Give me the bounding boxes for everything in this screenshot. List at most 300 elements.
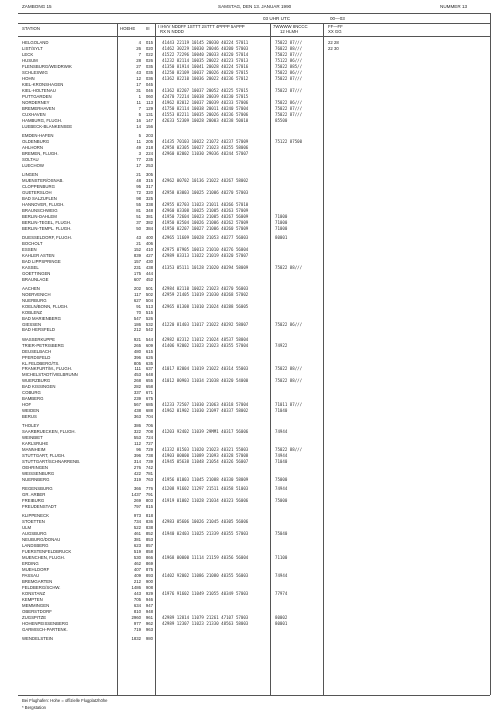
station-height: 112 (134, 441, 141, 447)
col-station: STATION (22, 26, 40, 31)
observation-groups: 42960 03308 10025 21005 40263 57009 (162, 207, 249, 213)
station-name: KONSTANZ (22, 591, 46, 596)
station-id: 060 (145, 93, 153, 99)
station-id: 900 (145, 579, 153, 584)
station-name: DEUSELBACH (22, 348, 52, 354)
weather-groups: 75000 (275, 477, 288, 483)
station-name: NUERNBERG (22, 477, 50, 483)
weather-groups: 75022 86/// (275, 99, 303, 105)
station-name: AACHEN (22, 285, 40, 291)
station-id: 035 (145, 69, 153, 75)
observation-groups: 41968 00000 11114 21159 40356 56004 (162, 555, 249, 561)
observation-groups: 42958 02305 10027 21023 40255 58006 (162, 144, 249, 150)
weather-groups: 75022 87/// (275, 40, 303, 45)
station-height: 519 (133, 549, 141, 555)
station-id: 235 (145, 156, 153, 162)
weather-groups: 75122 86/// (275, 57, 303, 63)
observation-groups: 41362 82207 10037 20052 40225 57015 (162, 87, 249, 93)
station-id: 253 (145, 162, 153, 168)
weather-groups: 75022 88/// (275, 378, 303, 384)
station-id: 836 (145, 519, 153, 525)
station-height: 623 (133, 543, 141, 549)
station-id: 129 (145, 105, 153, 111)
observation-groups: 41940 02403 11025 21339 40355 57003 (162, 531, 249, 537)
station-id: 384 (145, 225, 153, 231)
observation-groups: 41962 82012 10037 20039 40233 57006 (162, 99, 249, 105)
station-height: 438 (133, 408, 141, 414)
station-id: 438 (145, 264, 153, 270)
station-id: 739 (145, 459, 153, 465)
station-name: KOELN/BONN, FLUGH. (22, 303, 69, 309)
station-name: SAARBRUECKEN, FLUGH. (22, 429, 76, 435)
station-height: 705 (133, 596, 141, 602)
station-height: 28 (136, 57, 141, 63)
station-name: OBERSTDORF (22, 608, 52, 614)
observation-groups: 41950 02207 10027 21006 40260 57009 (162, 225, 249, 231)
station-id: 946 (145, 596, 153, 602)
station-name: FELDBERG/SCHW. (22, 585, 61, 590)
station-id: 430 (145, 258, 153, 264)
weather-groups: 75022 86/// (275, 321, 303, 327)
station-height: 96 (136, 447, 141, 453)
observation-groups: 42960 02002 11030 29036 40244 57007 (162, 150, 249, 156)
station-id: 502 (145, 291, 153, 297)
observation-groups: 41443 22119 10145 20030 40224 57011 (162, 40, 249, 45)
station-name: NEUBURG/DONAU (22, 537, 61, 543)
station-id: 427 (145, 252, 153, 258)
station-height: 553 (133, 435, 141, 441)
weather-groups: 75022 88/// (275, 447, 303, 453)
station-name: HAMBURG, FLUGH. (22, 117, 63, 123)
station-id: 962 (145, 620, 153, 626)
station-height: 407 (133, 567, 141, 573)
station-name: BAD KISSINGEN (22, 384, 56, 390)
station-id: 382 (145, 219, 153, 225)
station-height: 43 (136, 69, 141, 75)
weather-groups: 71040 (275, 459, 288, 465)
station-id: 338 (145, 201, 153, 207)
station-name: ULM (22, 525, 32, 531)
station-id: 515 (145, 309, 153, 315)
station-height: 396 (133, 453, 141, 459)
station-id: 858 (145, 549, 153, 555)
observation-groups: 41350 81914 10041 20028 40224 57016 (162, 63, 249, 69)
station-height: 268 (133, 378, 141, 384)
station-height: 111 (134, 366, 141, 372)
station-height: 49 (136, 144, 141, 150)
station-id: 305 (145, 171, 153, 177)
observation-groups: 41462 30229 10030 20046 40200 57003 (162, 46, 249, 51)
weather-groups: 75022 87/// (275, 111, 303, 117)
station-name: LINGEN (22, 171, 38, 177)
weather-groups: 71000 (275, 225, 288, 231)
observation-groups: 41553 82211 10035 20026 40236 57006 (162, 111, 249, 117)
weather-groups: 75022 87/// (275, 87, 303, 93)
station-height: 175 (133, 270, 141, 276)
observation-groups: 42633 52309 10028 20003 40238 50010 (162, 117, 249, 123)
observation-groups: 41950 02504 10026 21006 40262 57009 (162, 219, 249, 225)
station-height: 16 (136, 117, 141, 123)
station-id: 791 (145, 492, 153, 498)
station-name: STUTTGART/SCHNARRENB. (22, 459, 81, 465)
station-id: 857 (145, 543, 153, 549)
column-header-top-rule (18, 23, 490, 24)
observation-groups: 42989 12814 11079 21261 47107 57003 (162, 614, 249, 620)
station-name: WEINBIET (22, 435, 43, 441)
station-name: DUESSELDORF, FLUGH. (22, 234, 72, 240)
station-name: NUERBURG (22, 297, 47, 303)
station-height: 607 (133, 276, 141, 282)
station-id: 020 (145, 46, 153, 51)
station-height: 363 (133, 414, 141, 420)
station-id: 348 (145, 207, 153, 213)
station-name: ZUGSPITZE (22, 614, 47, 620)
station-name: BREMGARTEN (22, 579, 53, 584)
station-name: STOETTEN (22, 519, 45, 525)
table-row (0, 226, 504, 232)
station-id: 708 (145, 429, 153, 435)
station-name: ERDING (22, 561, 39, 567)
station-id: 532 (145, 321, 153, 327)
station-height: 11 (136, 138, 141, 144)
station-id: 147 (145, 117, 153, 123)
station-height: 7 (138, 51, 141, 57)
observation-groups: 41402 92002 11086 21080 40355 56003 (162, 573, 249, 579)
weather-groups: 75022 88/// (275, 264, 303, 270)
station-name: LIST/SYLT (22, 46, 43, 51)
station-height: 27 (136, 63, 141, 69)
weather-groups: 77974 (275, 591, 288, 596)
station-name: HUSUM (22, 57, 38, 63)
station-id: 893 (145, 573, 153, 579)
table-row (0, 636, 504, 642)
station-height: 381 (133, 537, 141, 543)
station-height: 81 (136, 207, 141, 213)
footnote-airport: Bei Flughafen: Hohe = offizielle Flugplatzhöhe (22, 698, 108, 703)
weather-groups: 74944 (275, 486, 288, 492)
weather-groups: 75022 87/// (275, 51, 303, 57)
station-name: KOBLENZ (22, 309, 43, 315)
station-id: 742 (145, 465, 153, 471)
station-height: 77 (136, 156, 141, 162)
station-height: 5 (138, 132, 141, 138)
observation-groups: 42975 07905 10013 21010 40276 56004 (162, 246, 249, 252)
station-name: KLIPPENECK (22, 513, 49, 519)
weather-groups: 75040 (275, 531, 288, 537)
station-id: 961 (145, 614, 153, 620)
station-name: GOETTINGEN (22, 270, 51, 276)
station-name: BRAUNSCHWEIG (22, 207, 58, 213)
observation-groups: 41435 70103 10022 21072 40237 57009 (162, 138, 249, 144)
station-id: 947 (145, 602, 153, 608)
station-id: 526 (145, 315, 153, 321)
observation-groups: 41233 72507 11030 21063 40318 57004 (162, 402, 249, 408)
station-id: 963 (145, 626, 153, 632)
col-hoehe: HOEHE (120, 26, 136, 31)
station-height: 1832 (131, 636, 141, 641)
station-name: BAMBERG (22, 396, 44, 402)
station-name: FLENSBURG/WEIDRWIK (22, 63, 72, 69)
weather-groups: 74922 (275, 342, 288, 348)
station-height: 5 (138, 111, 141, 117)
station-name: AHLHORN (22, 144, 44, 150)
station-height: 50 (136, 225, 141, 231)
station-height: 98 (136, 195, 141, 201)
station-id: 803 (145, 498, 153, 504)
station-id: 852 (145, 531, 153, 537)
observation-groups: 41208 91602 11297 21511 40358 51003 (162, 486, 249, 492)
station-height: 21 (136, 171, 141, 177)
station-id: 763 (145, 477, 153, 483)
station-id: 948 (145, 608, 153, 614)
station-id: 706 (145, 423, 153, 429)
station-name: HOHENPEISSENBERG (22, 620, 69, 626)
station-name: SOLTAU (22, 156, 39, 162)
station-id: 205 (145, 138, 153, 144)
time-range: 00—03 (330, 16, 345, 21)
station-name: GUETERSLOH (22, 189, 52, 195)
observation-groups: 42470 72214 10038 20039 40230 57015 (162, 93, 249, 99)
station-name: HANNOVER, FLUGH. (22, 201, 65, 207)
station-height: 72 (136, 189, 141, 195)
station-name: WUERZBURG (22, 378, 51, 384)
weather-groups: 75022 87/// (275, 75, 303, 81)
station-id: 776 (145, 486, 153, 492)
weather-groups: 80002 (275, 614, 288, 620)
weather-groups: 75022 885// (275, 63, 303, 69)
station-name: NORDERNEY (22, 99, 50, 105)
station-id: 815 (145, 504, 153, 510)
station-name: KASSEL (22, 264, 39, 270)
table-row (0, 504, 504, 510)
station-height: 269 (133, 498, 141, 504)
station-height: 12 (136, 75, 141, 81)
station-id: 781 (145, 471, 153, 477)
station-height: 322 (133, 429, 141, 435)
station-id: 675 (145, 396, 153, 402)
station-name: KIEL-KRONSHAGEN (22, 81, 64, 87)
col-ff-1: FF—FF (328, 24, 343, 29)
observation-groups: 42955 02703 11023 21011 40266 57010 (162, 201, 249, 207)
station-height: 921 (133, 336, 141, 342)
observation-groups: 42962 00702 10136 21022 40267 58002 (162, 177, 249, 183)
station-name: THOLEY (22, 423, 40, 429)
header-rule (18, 13, 490, 14)
weather-groups: 71000 (275, 213, 288, 219)
station-name: FREUDENSTADT (22, 504, 57, 510)
station-name: BERUS (22, 414, 37, 420)
station-height: 319 (133, 477, 141, 483)
table-row (0, 414, 504, 420)
station-id: 609 (145, 342, 153, 348)
col-ii: III (146, 26, 150, 31)
station-name: BERLIN-TEGEL, FLUGH. (22, 219, 72, 225)
station-id: 869 (145, 561, 153, 567)
station-id: 015 (145, 40, 153, 45)
weather-groups: 74944 (275, 453, 288, 459)
wind-groups: 22 28 (328, 40, 339, 45)
table-row (0, 627, 504, 633)
observation-groups: 41956 01003 11045 21088 40330 58009 (162, 477, 249, 483)
station-name: ESSEN (22, 246, 37, 252)
station-id: 131 (145, 111, 153, 117)
station-id: 501 (145, 285, 153, 291)
station-height: 51 (136, 213, 141, 219)
station-id: 224 (145, 150, 153, 156)
station-height: 973 (133, 513, 141, 519)
station-name: BERLIN-DAHLEM (22, 213, 57, 219)
station-height: 265 (133, 342, 141, 348)
station-name: MUENSTER/OSNAB. (22, 177, 64, 183)
station-name: HOHN (22, 75, 35, 81)
station-height: 48 (136, 177, 141, 183)
document-id: ZAMBONG 15 (22, 4, 52, 9)
station-name: EMDEN-HAFEN (22, 132, 54, 138)
station-name: KARLSRUHE (22, 441, 49, 447)
station-id: 704 (145, 414, 153, 420)
observation-groups: 42982 02312 11012 21024 48537 58004 (162, 336, 249, 342)
station-name: TRIER-PETRISBERG (22, 342, 65, 348)
footnote-mountain: * Bergstation (22, 705, 46, 710)
column-header-bottom-rule (18, 36, 490, 37)
station-name: OEHRINGEN (22, 465, 49, 471)
station-height: 21 (136, 240, 141, 246)
station-name: KL.FELDBERG/TS. (22, 360, 60, 366)
station-name: BAD LIPPSPRINGE (22, 258, 61, 264)
observation-groups: 42959 21405 11019 21030 40268 57002 (162, 291, 249, 297)
station-id: 615 (145, 348, 153, 354)
station-height: 547 (133, 315, 141, 321)
station-height: 839 (133, 252, 141, 258)
weather-groups: 71040 (275, 408, 288, 414)
station-height: 627 (133, 297, 141, 303)
station-id: 671 (145, 390, 153, 396)
observation-groups: 42965 01308 11010 21024 40288 56005 (162, 303, 249, 309)
station-id: 452 (145, 276, 153, 282)
station-name: BREMEN, FLUGH. (22, 150, 59, 156)
station-height: 634 (133, 602, 141, 608)
observation-groups: 41962 01902 11030 21097 40337 58002 (162, 408, 249, 414)
station-id: 853 (145, 537, 153, 543)
station-id: 875 (145, 567, 153, 573)
station-id: 203 (145, 132, 153, 138)
station-height: 117 (134, 291, 141, 297)
station-id: 156 (145, 123, 153, 129)
observation-groups: 42984 02110 10022 21023 40270 56003 (162, 285, 249, 291)
station-id: 866 (145, 555, 153, 561)
station-name: COBURG (22, 390, 41, 396)
observation-groups: 42989 03313 11022 21019 40320 57007 (162, 252, 249, 258)
station-name: BAD HERSFELD (22, 327, 55, 333)
station-height: 3 (138, 150, 141, 156)
weather-groups: 75000 (275, 498, 288, 504)
station-name: PUTTGARDEN (22, 93, 52, 99)
observation-groups: 41919 01002 11028 21034 40323 56006 (162, 498, 249, 504)
col-obs-1: I IHVV NDDFF 1STTT 2STTT 4PPPP 5APPP (158, 24, 245, 29)
observation-groups: 41976 91602 11049 21055 40349 57003 (162, 591, 249, 596)
station-height: 977 (133, 620, 141, 626)
station-id: 544 (145, 336, 153, 342)
station-height: 152 (133, 246, 141, 252)
observation-groups: 41250 82109 10037 20026 40220 57015 (162, 69, 249, 75)
weather-groups: 71100 (275, 555, 288, 561)
station-id: 688 (145, 408, 153, 414)
station-id: 315 (145, 177, 153, 183)
col-tw-2: 12 HLMH (280, 29, 299, 34)
station-height: 282 (133, 384, 141, 390)
station-id: 400 (145, 234, 153, 240)
station-name: BERLIN-TEMPL. FLUGH. (22, 225, 72, 231)
station-name: MEMMINGEN (22, 602, 50, 608)
station-height: 2960 (131, 614, 141, 620)
station-name: PFERDSFELD (22, 354, 51, 360)
station-id: 542 (145, 327, 153, 333)
station-height: 443 (133, 591, 141, 596)
station-name: BREMERHAVEN (22, 105, 55, 111)
station-id: 818 (145, 513, 153, 519)
station-height: 409 (133, 573, 141, 579)
station-height: 810 (133, 608, 141, 614)
station-name: WEISSENBURG (22, 471, 55, 477)
station-height: 462 (133, 561, 141, 567)
station-height: 453 (133, 372, 141, 378)
station-height: 17 (136, 81, 141, 87)
station-height: 157 (133, 258, 141, 264)
observation-groups: 41362 82210 10036 20022 40236 57012 (162, 75, 249, 81)
station-id: 022 (145, 51, 153, 57)
observation-groups: 41945 05638 11048 21054 40326 56007 (162, 459, 249, 465)
station-id: 513 (145, 303, 153, 309)
station-id: 908 (145, 585, 153, 590)
weather-groups: 76022 88/// (275, 46, 303, 51)
report-number: NUMMER 13 (440, 4, 468, 9)
station-id: 658 (145, 384, 153, 390)
station-id: 317 (145, 183, 153, 189)
station-id: 724 (145, 435, 153, 441)
station-name: LUECHOW (22, 162, 44, 168)
weather-groups: 74944 (275, 573, 288, 579)
station-height: 1 (138, 93, 141, 99)
observation-groups: 41232 82114 10035 20022 40223 57013 (162, 57, 249, 63)
station-height: 797 (133, 504, 141, 510)
station-id: 218 (145, 144, 153, 150)
observation-time: 03 UHR UTC (263, 16, 291, 21)
station-name: CUXHAVEN (22, 111, 46, 117)
station-height: 186 (133, 321, 141, 327)
station-height: 522 (133, 525, 141, 531)
observation-groups: 41332 81503 11020 21023 40321 55003 (162, 447, 249, 453)
station-id: 637 (145, 366, 153, 372)
station-name: WASSERKUPPE (22, 336, 56, 342)
station-name: WENDELSTEIN (22, 636, 54, 641)
observation-groups: 41522 72296 10040 20033 40220 57014 (162, 51, 249, 57)
station-height: 567 (133, 402, 141, 408)
station-id: 838 (145, 525, 153, 531)
station-height: 366 (133, 486, 141, 492)
station-name: FREIBURG (22, 498, 45, 504)
station-id: 406 (145, 240, 153, 246)
station-id: 727 (145, 441, 153, 447)
observation-groups: 41750 82114 10038 20011 40240 57004 (162, 105, 249, 111)
station-name: STUTTGART, FLUGH. (22, 453, 66, 459)
station-id: 045 (145, 81, 153, 87)
station-height: 4 (138, 40, 141, 45)
station-name: PASSAU (22, 573, 40, 579)
station-height: 31 (136, 87, 141, 93)
col-ff-2: XX GG (328, 29, 342, 34)
station-id: 444 (145, 270, 153, 276)
col-tw-1: 7WWWW 8NCCC (273, 24, 308, 29)
